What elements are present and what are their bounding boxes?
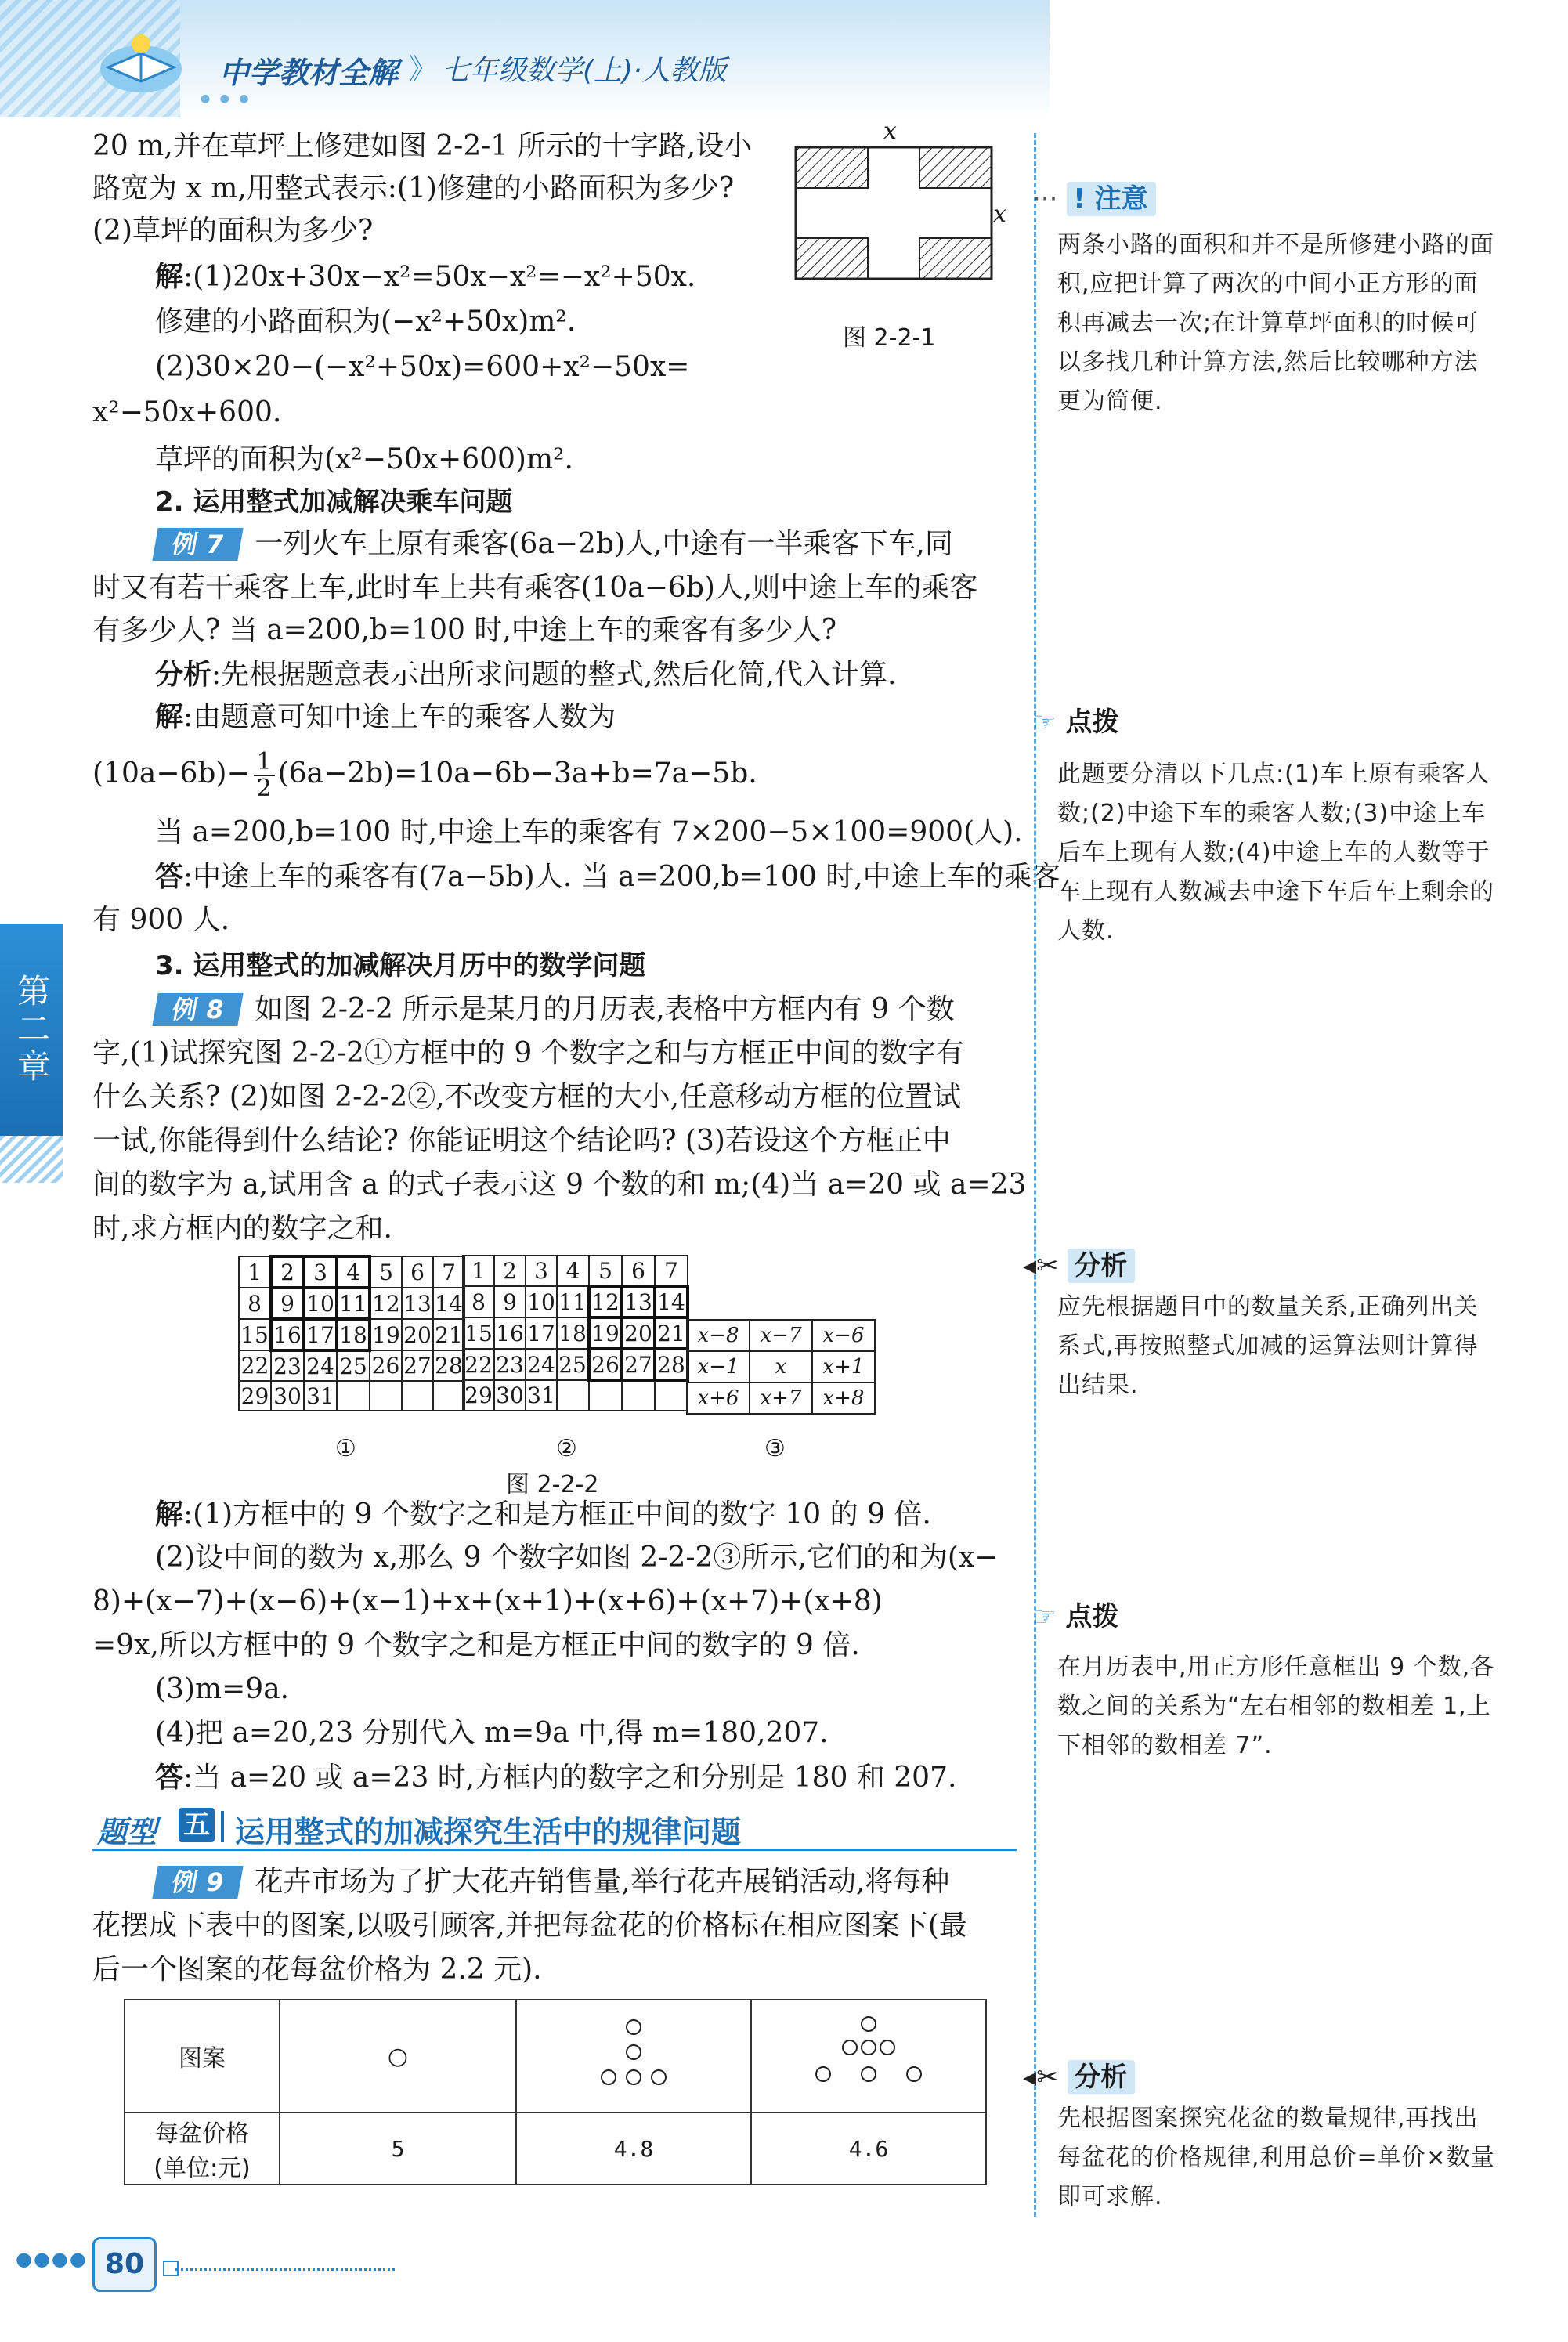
table-header-pattern: 图案	[125, 2000, 280, 2112]
text-line: 一试,你能得到什么结论? 你能证明这个结论吗? (3)若设这个方框正中	[92, 1125, 951, 1157]
calendar-row	[463, 1317, 688, 1349]
text-line: x²−50x+600.	[92, 396, 282, 428]
calendar-cell: 31	[304, 1381, 337, 1411]
calendar-cell: 18	[557, 1317, 589, 1349]
footer-dots: ●●●●	[16, 2248, 88, 2270]
pointing-hand-icon: ☞	[1032, 707, 1057, 738]
calendar-2	[462, 1255, 689, 1411]
calendar-cell: 23	[271, 1350, 304, 1381]
note-tag-label: ! 注意	[1067, 182, 1155, 216]
scissors-icon: ◂✂	[1023, 1250, 1059, 1281]
text-line: 间的数字为 a,试用含 a 的式子表示这 9 个数的和 m;(4)当 a=20 或 a=23	[92, 1169, 1027, 1201]
calendar-row	[687, 1382, 875, 1414]
note-tag-attention	[1032, 177, 1156, 215]
equation-line	[92, 744, 757, 804]
price-cell: 4.6	[751, 2112, 986, 2185]
calendar-cell: 30	[494, 1380, 526, 1411]
calendar-1	[238, 1255, 465, 1411]
calendar-cell: 6	[402, 1256, 433, 1288]
margin-divider	[1034, 133, 1036, 2217]
calendar-cell	[433, 1381, 464, 1411]
analysis-text: :先根据题意表示出所求问题的整式,然后化简,代入计算.	[211, 659, 897, 691]
note-tag-label: 分析	[1068, 1249, 1135, 1283]
calendar-cell: 4	[557, 1256, 589, 1286]
note-text-2: 此题要分清以下几点:(1)车上原有乘客人数;(2)中途下车的乘客人数;(3)中途上车后车上现有人数;(4)中途上车的人数等于车上现有人数减去中途下车后车上剩余的人数.	[1057, 761, 1494, 945]
calendar-cell	[557, 1380, 589, 1411]
calendar-cell: 31	[526, 1380, 557, 1411]
calendar-cell: 22	[239, 1350, 271, 1381]
analysis-line	[155, 655, 896, 695]
text-line: 路宽为 x m,用整式表示:(1)修建的小路面积为多少?	[92, 172, 735, 204]
calendar-1-label: ①	[335, 1435, 356, 1462]
text-line: (4)把 a=20,23 分别代入 m=9a 中,得 m=180,207.	[155, 1717, 829, 1749]
note-tag-analysis-1	[1023, 1244, 1135, 1282]
calendar-cell: 17	[304, 1319, 337, 1350]
calendar-cell: 2	[494, 1256, 526, 1286]
calendar-cell: 13	[622, 1286, 655, 1317]
calendar-cell: 23	[494, 1349, 526, 1380]
book-title: 中学教材全解	[219, 56, 399, 90]
calendar-cell: 8	[239, 1288, 271, 1319]
calendar-cell: 8	[463, 1286, 494, 1317]
header-dots: ● ● ●	[201, 92, 252, 105]
calendar-cell: 15	[239, 1319, 271, 1350]
note-tag-tip-1	[1032, 700, 1118, 739]
solution-text: :(1)20x+30x−x²=50x−x²=−x²+50x.	[183, 261, 696, 293]
calendar-row	[463, 1349, 688, 1380]
calendar-cell: 15	[463, 1317, 494, 1349]
price-cell: 4.8	[516, 2112, 751, 2185]
eq-part-b: (6a−2b)=10a−6b−3a+b=7a−5b.	[277, 757, 757, 790]
answer-line	[155, 857, 1060, 897]
calendar-row	[463, 1256, 688, 1286]
calendar-row	[463, 1380, 688, 1411]
pattern-cell-2	[516, 2000, 751, 2112]
eq-part-a: (10a−6b)−	[92, 757, 251, 790]
page-number: 80	[92, 2237, 157, 2292]
fraction	[254, 750, 275, 801]
calendar-cell: 9	[494, 1286, 526, 1317]
text-line: 修建的小路面积为(−x²+50x)m².	[155, 305, 576, 338]
flower-price-table	[124, 1999, 987, 2185]
price-cell: 5	[280, 2112, 516, 2185]
calendar-cell: 29	[239, 1381, 271, 1411]
calendar-cell: 29	[463, 1380, 494, 1411]
calendar-cell: 17	[526, 1317, 557, 1349]
pointing-hand-icon: ☞	[1032, 1601, 1057, 1632]
solution-label: 解	[155, 1498, 184, 1531]
text-line: 20 m,并在草坪上修建如图 2-2-1 所示的十字路,设小	[92, 130, 753, 162]
text-line: 8)+(x−7)+(x−6)+(x−1)+x+(x+1)+(x+6)+(x+7)+(x+8)	[92, 1585, 883, 1617]
table-header-price	[125, 2112, 280, 2185]
analysis-label: 分析	[155, 658, 212, 691]
title-separator: 》	[409, 53, 438, 85]
calendar-cell: 14	[655, 1286, 688, 1317]
calendar-cell: 24	[304, 1350, 337, 1381]
page-header	[0, 0, 1568, 117]
text-line: (2)设中间的数为 x,那么 9 个数字如图 2-2-2③所示,它们的和为(x−	[155, 1541, 999, 1574]
calendar-cell: 10	[526, 1286, 557, 1317]
calendar-cell: x	[750, 1351, 812, 1382]
example-9-label: 例 9	[152, 1866, 244, 1899]
example-7-label: 例 7	[152, 528, 244, 561]
calendar-cell: 13	[402, 1288, 433, 1319]
answer-label: 答	[155, 860, 184, 893]
section-heading-3: 3. 运用整式的加减解决月历中的数学问题	[155, 950, 646, 981]
text-line: (3)m=9a.	[155, 1673, 290, 1705]
text-line: 有 900 人.	[92, 904, 230, 936]
price-header-line1: 每盆价格	[155, 2120, 249, 2148]
calendar-3	[686, 1319, 876, 1415]
book-subtitle: 七年级数学(上)·人教版	[442, 55, 727, 87]
dash-connector: ···	[1032, 183, 1058, 215]
calendar-cell: 28	[433, 1350, 464, 1381]
text-line: 时,求方框内的数字之和.	[92, 1213, 392, 1245]
calendar-cell: x−6	[812, 1320, 875, 1351]
calendar-cell: 3	[526, 1256, 557, 1286]
calendar-cell	[337, 1381, 370, 1411]
ex8-text: 如图 2-2-2 所示是某月的月历表,表格中方框内有 9 个数	[255, 993, 955, 1025]
note-tag-analysis-2	[1023, 2055, 1135, 2094]
ex7-text: 一列火车上原有乘客(6a−2b)人,中途有一半乘客下车,同	[255, 528, 953, 560]
text-line: 草坪的面积为(x²−50x+600)m².	[155, 443, 573, 475]
calendar-row	[239, 1319, 464, 1350]
calendar-cell: x+7	[750, 1382, 812, 1414]
section-heading-2: 2. 运用整式加减解决乘车问题	[155, 486, 513, 518]
note-text-3: 应先根据题目中的数量关系,正确列出关系式,再按照整式加减的运算法则计算得出结果.	[1057, 1293, 1479, 1399]
calendar-cell: 24	[526, 1349, 557, 1380]
note-text-5: 先根据图案探究花盆的数量规律,再找出每盆花的价格规律,利用总价=单价×数量即可求解.	[1057, 2105, 1495, 2210]
calendar-cell: 3	[304, 1256, 337, 1288]
calendar-cell: 19	[589, 1317, 622, 1349]
calendar-row	[463, 1286, 688, 1317]
scissors-icon: ◂✂	[1023, 2062, 1059, 2093]
calendar-row	[239, 1288, 464, 1319]
calendar-row	[239, 1381, 464, 1411]
text-line: 当 a=200,b=100 时,中途上车的乘客有 7×200−5×100=900(人).	[155, 816, 1023, 848]
text-line: 花摆成下表中的图案,以吸引顾客,并把每盆花的价格标在相应图案下(最	[92, 1910, 967, 1942]
calendar-cell: 11	[337, 1288, 370, 1319]
note-tag-label: 点拨	[1065, 707, 1119, 738]
calendar-cell: 4	[337, 1256, 370, 1288]
calendar-cell: 6	[622, 1256, 655, 1286]
chapter-stripe	[0, 1136, 63, 1183]
answer-text: :中途上车的乘客有(7a−5b)人. 当 a=200,b=100 时,中途上车的乘客	[183, 861, 1060, 893]
fig1-label-top: x	[883, 117, 897, 145]
text-line: (2)草坪的面积为多少?	[92, 215, 374, 247]
answer-label: 答	[155, 1761, 184, 1794]
text-line: (2)30×20−(−x²+50x)=600+x²−50x=	[155, 351, 690, 383]
calendar-cell: 21	[655, 1317, 688, 1349]
solution-line	[155, 697, 616, 737]
calendar-cell: 26	[370, 1350, 402, 1381]
calendar-cell: 12	[589, 1286, 622, 1317]
calendar-cell: 20	[402, 1319, 433, 1350]
note-tag-tip-2	[1032, 1595, 1118, 1633]
solution-label: 解	[155, 700, 184, 733]
text-line: =9x,所以方框中的 9 个数字之和是方框正中间的数字的 9 倍.	[92, 1629, 860, 1661]
example-7-line1	[155, 525, 953, 564]
calendar-cell: 7	[433, 1256, 464, 1288]
calendar-cell: x−8	[687, 1320, 750, 1351]
calendar-cell: 27	[402, 1350, 433, 1381]
calendar-cell: 25	[337, 1350, 370, 1381]
calendar-cell: 1	[239, 1256, 271, 1288]
answer-text: :当 a=20 或 a=23 时,方框内的数字之和分别是 180 和 207.	[183, 1762, 957, 1794]
flower-pattern-3-icon	[806, 2010, 931, 2096]
solution-text: :由题意可知中途上车的乘客人数为	[183, 701, 616, 733]
note-tag-label: 点拨	[1065, 1601, 1119, 1632]
calendar-cell: 21	[433, 1319, 464, 1350]
calendar-row	[687, 1320, 875, 1351]
text-line: 什么关系? (2)如图 2-2-2②,不改变方框的大小,任意移动方框的位置试	[92, 1081, 962, 1113]
fraction-denominator: 2	[256, 775, 272, 802]
pattern-cell-1	[280, 2000, 516, 2112]
calendar-cell: 2	[271, 1256, 304, 1288]
calendar-cell: 19	[370, 1319, 402, 1350]
calendar-cell: 5	[589, 1256, 622, 1286]
calendar-cell: 14	[433, 1288, 464, 1319]
answer-line	[155, 1758, 956, 1798]
fig2-caption: 图 2-2-2	[506, 1471, 599, 1498]
type-title: 运用整式的加减探究生活中的规律问题	[235, 1815, 742, 1849]
footer-line	[175, 2268, 395, 2271]
solution-label: 解	[155, 260, 184, 293]
calendar-cell: x+8	[812, 1382, 875, 1414]
calendar-cell: 12	[370, 1288, 402, 1319]
calendar-cell: 25	[557, 1349, 589, 1380]
calendar-cell: 7	[655, 1256, 688, 1286]
calendar-cell	[655, 1380, 688, 1411]
pattern-cell-3	[751, 2000, 986, 2112]
calendar-cell: 26	[589, 1349, 622, 1380]
example-8-label: 例 8	[152, 993, 244, 1026]
calendar-cell: 16	[271, 1319, 304, 1350]
fig1-caption: 图 2-2-1	[843, 324, 936, 352]
note-text-1: 两条小路的面积和并不是所修建小路的面积,应把计算了两次的中间小正方形的面积再减去一次;在计算草坪面积的时候可以多找几种计算方法,然后比较哪种方法更为简便.	[1057, 231, 1494, 415]
calendar-cell: x+6	[687, 1382, 750, 1414]
example-8-line1	[155, 990, 955, 1029]
note-text-4: 在月历表中,用正方形任意框出 9 个数,各数之间的关系为“左右相邻的数相差 1,上下相邻的数相差 7”.	[1057, 1653, 1495, 1759]
calendar-2-label: ②	[556, 1435, 577, 1462]
type-number: 五	[179, 1808, 215, 1842]
calendar-cell: 28	[655, 1349, 688, 1380]
calendar-cell: 18	[337, 1319, 370, 1350]
type-divider	[221, 1811, 224, 1842]
text-line: 时又有若干乘客上车,此时车上共有乘客(10a−6b)人,则中途上车的乘客	[92, 572, 978, 604]
fig1-label-right: x	[993, 201, 1006, 228]
calendar-cell: 10	[304, 1288, 337, 1319]
calendar-cell	[402, 1381, 433, 1411]
calendar-cell: 11	[557, 1286, 589, 1317]
calendar-cell	[622, 1380, 655, 1411]
example-9-line1	[155, 1863, 949, 1902]
flower-circle-icon: ○	[387, 2042, 409, 2070]
solution-line	[155, 257, 695, 297]
text-line: 后一个图案的花每盆价格为 2.2 元).	[92, 1953, 542, 1986]
fraction-numerator: 1	[254, 750, 275, 776]
question-type-heading	[92, 1805, 1017, 1851]
text-line: 有多少人? 当 a=200,b=100 时,中途上车的乘客有多少人?	[92, 614, 837, 646]
calendar-row	[239, 1350, 464, 1381]
calendar-cell	[589, 1380, 622, 1411]
calendar-cell: 27	[622, 1349, 655, 1380]
text-line: 字,(1)试探究图 2-2-2①方框中的 9 个数字之和与方框正中间的数字有	[92, 1037, 964, 1069]
solution-text: :(1)方框中的 9 个数字之和是方框正中间的数字 10 的 9 倍.	[183, 1498, 931, 1531]
price-header-line2: (单位:元)	[154, 2155, 251, 2182]
ex9-text: 花卉市场为了扩大花卉销售量,举行花卉展销活动,将每种	[255, 1866, 950, 1898]
calendar-cell: x−7	[750, 1320, 812, 1351]
calendar-3-label: ③	[764, 1435, 786, 1462]
type-tag: 题型	[97, 1815, 157, 1849]
calendar-cell: 22	[463, 1349, 494, 1380]
book-logo-icon	[94, 22, 188, 100]
chapter-tab: 第二章	[0, 924, 63, 1136]
calendar-cell: 16	[494, 1317, 526, 1349]
calendar-cell: x+1	[812, 1351, 875, 1382]
calendar-cell: 9	[271, 1288, 304, 1319]
note-tag-label: 分析	[1068, 2060, 1135, 2094]
solution-line	[155, 1494, 931, 1534]
flower-pattern-2-icon	[587, 2010, 681, 2096]
calendar-cell: 30	[271, 1381, 304, 1411]
calendar-row	[687, 1351, 875, 1382]
calendar-cell: 20	[622, 1317, 655, 1349]
calendar-cell: x−1	[687, 1351, 750, 1382]
calendar-cell	[370, 1381, 402, 1411]
calendar-cell: 1	[463, 1256, 494, 1286]
calendar-cell: 5	[370, 1256, 402, 1288]
calendar-row	[239, 1256, 464, 1288]
